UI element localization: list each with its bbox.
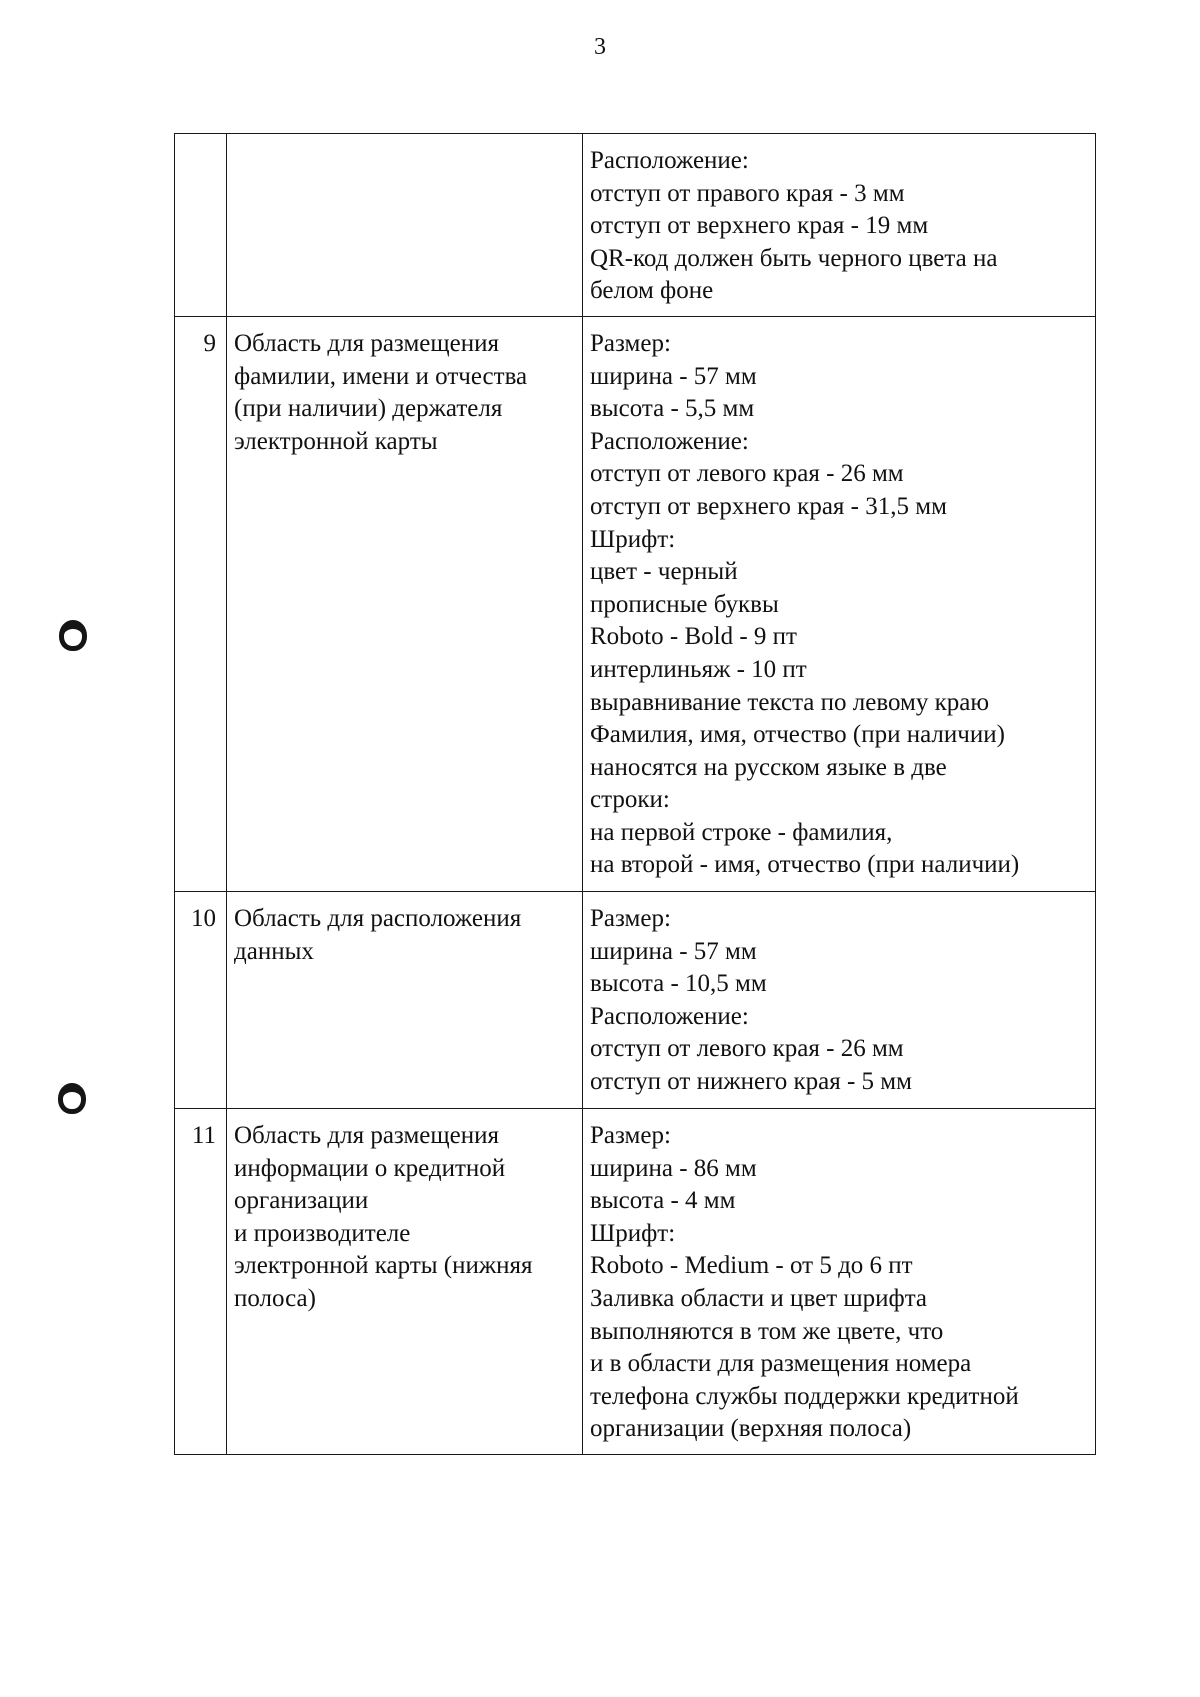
specification-line: Roboto - Bold - 9 пт: [590, 623, 797, 651]
element-name-line: (при наличии) держателя: [234, 395, 503, 423]
specification-line: Фамилия, имя, отчество (при наличии): [590, 721, 1005, 749]
specification-line: выполняются в том же цвете, что: [590, 1317, 944, 1345]
specification-cell: [583, 316, 1096, 891]
specification-line: на второй - имя, отчество (при наличии): [590, 851, 1020, 879]
element-name-line: Область для размещения: [234, 329, 499, 357]
specification-line: отступ от верхнего края - 31,5 мм: [590, 492, 947, 520]
specification-line: отступ от левого края - 26 мм: [590, 460, 904, 488]
element-name-cell: [227, 316, 583, 891]
table-row: [175, 1108, 1096, 1454]
specification-line: высота - 10,5 мм: [590, 970, 767, 998]
specification-line: ширина - 86 мм: [590, 1154, 757, 1182]
specification-line: прописные буквы: [590, 590, 779, 618]
element-name-line: полоса): [234, 1284, 316, 1312]
specification-cell: [583, 134, 1096, 317]
punch-hole-mark: [58, 1083, 86, 1114]
element-name-cell: [227, 891, 583, 1108]
specification-line: Размер:: [590, 329, 671, 357]
specification-table: [174, 133, 1096, 1455]
specification-line: высота - 4 мм: [590, 1187, 736, 1215]
element-name-line: информации о кредитной: [234, 1154, 506, 1182]
element-name-line: электронной карты (нижняя: [234, 1252, 533, 1280]
page-number: 3: [594, 34, 606, 60]
element-name-line: фамилии, имени и отчества: [234, 362, 528, 390]
specification-line: высота - 5,5 мм: [590, 395, 755, 423]
table-row: [175, 134, 1096, 317]
table-body: [175, 134, 1096, 1455]
element-name-line: Область для размещения: [234, 1121, 499, 1149]
specification-line: организации (верхняя полоса): [590, 1415, 912, 1443]
specification-line: QR-код должен быть черного цвета на: [590, 244, 998, 272]
specification-line: отступ от правого края - 3 мм: [590, 179, 905, 207]
specification-line: отступ от верхнего края - 19 мм: [590, 212, 929, 240]
element-name-line: Область для расположения: [234, 904, 522, 932]
specification-line: отступ от нижнего края - 5 мм: [590, 1067, 912, 1095]
element-name-line: организации: [234, 1187, 369, 1215]
table-row: [175, 891, 1096, 1108]
specification-line: Расположение:: [590, 427, 749, 455]
row-number-cell: [175, 134, 227, 317]
element-name-line: данных: [234, 937, 314, 965]
specification-line: Шрифт:: [590, 525, 676, 553]
specification-line: отступ от левого края - 26 мм: [590, 1035, 904, 1063]
specification-line: интерлиньяж - 10 пт: [590, 655, 807, 683]
table-row: [175, 316, 1096, 891]
punch-hole-mark: [59, 620, 87, 651]
specification-line: Шрифт:: [590, 1219, 676, 1247]
row-number-cell: 11: [175, 1108, 227, 1454]
element-name-cell: [227, 134, 583, 317]
specification-line: наносятся на русском языке в две: [590, 753, 947, 781]
specification-line: Расположение:: [590, 147, 749, 174]
row-number-cell: 10: [175, 891, 227, 1108]
specification-line: Расположение:: [590, 1002, 749, 1030]
specification-line: Заливка области и цвет шрифта: [590, 1284, 928, 1312]
specification-cell: [583, 1108, 1096, 1454]
specification-line: Размер:: [590, 1121, 671, 1149]
element-name-cell: [227, 1108, 583, 1454]
specification-line: строки:: [590, 786, 670, 814]
specification-line: и в области для размещения номера: [590, 1350, 972, 1378]
specification-line: ширина - 57 мм: [590, 937, 757, 965]
specification-line: Размер:: [590, 904, 671, 932]
row-number-cell: 9: [175, 316, 227, 891]
specification-cell: [583, 891, 1096, 1108]
specification-line: цвет - черный: [590, 558, 738, 586]
element-name-line: и производителе: [234, 1219, 411, 1247]
specification-line: Roboto - Medium - от 5 до 6 пт: [590, 1252, 913, 1280]
specification-line: на первой строке - фамилия,: [590, 818, 893, 846]
specification-line: ширина - 57 мм: [590, 362, 757, 390]
specification-line: белом фоне: [590, 277, 714, 305]
element-name-line: электронной карты: [234, 427, 438, 455]
specification-line: выравнивание текста по левому краю: [590, 688, 989, 716]
specification-line: телефона службы поддержки кредитной: [590, 1382, 1019, 1410]
